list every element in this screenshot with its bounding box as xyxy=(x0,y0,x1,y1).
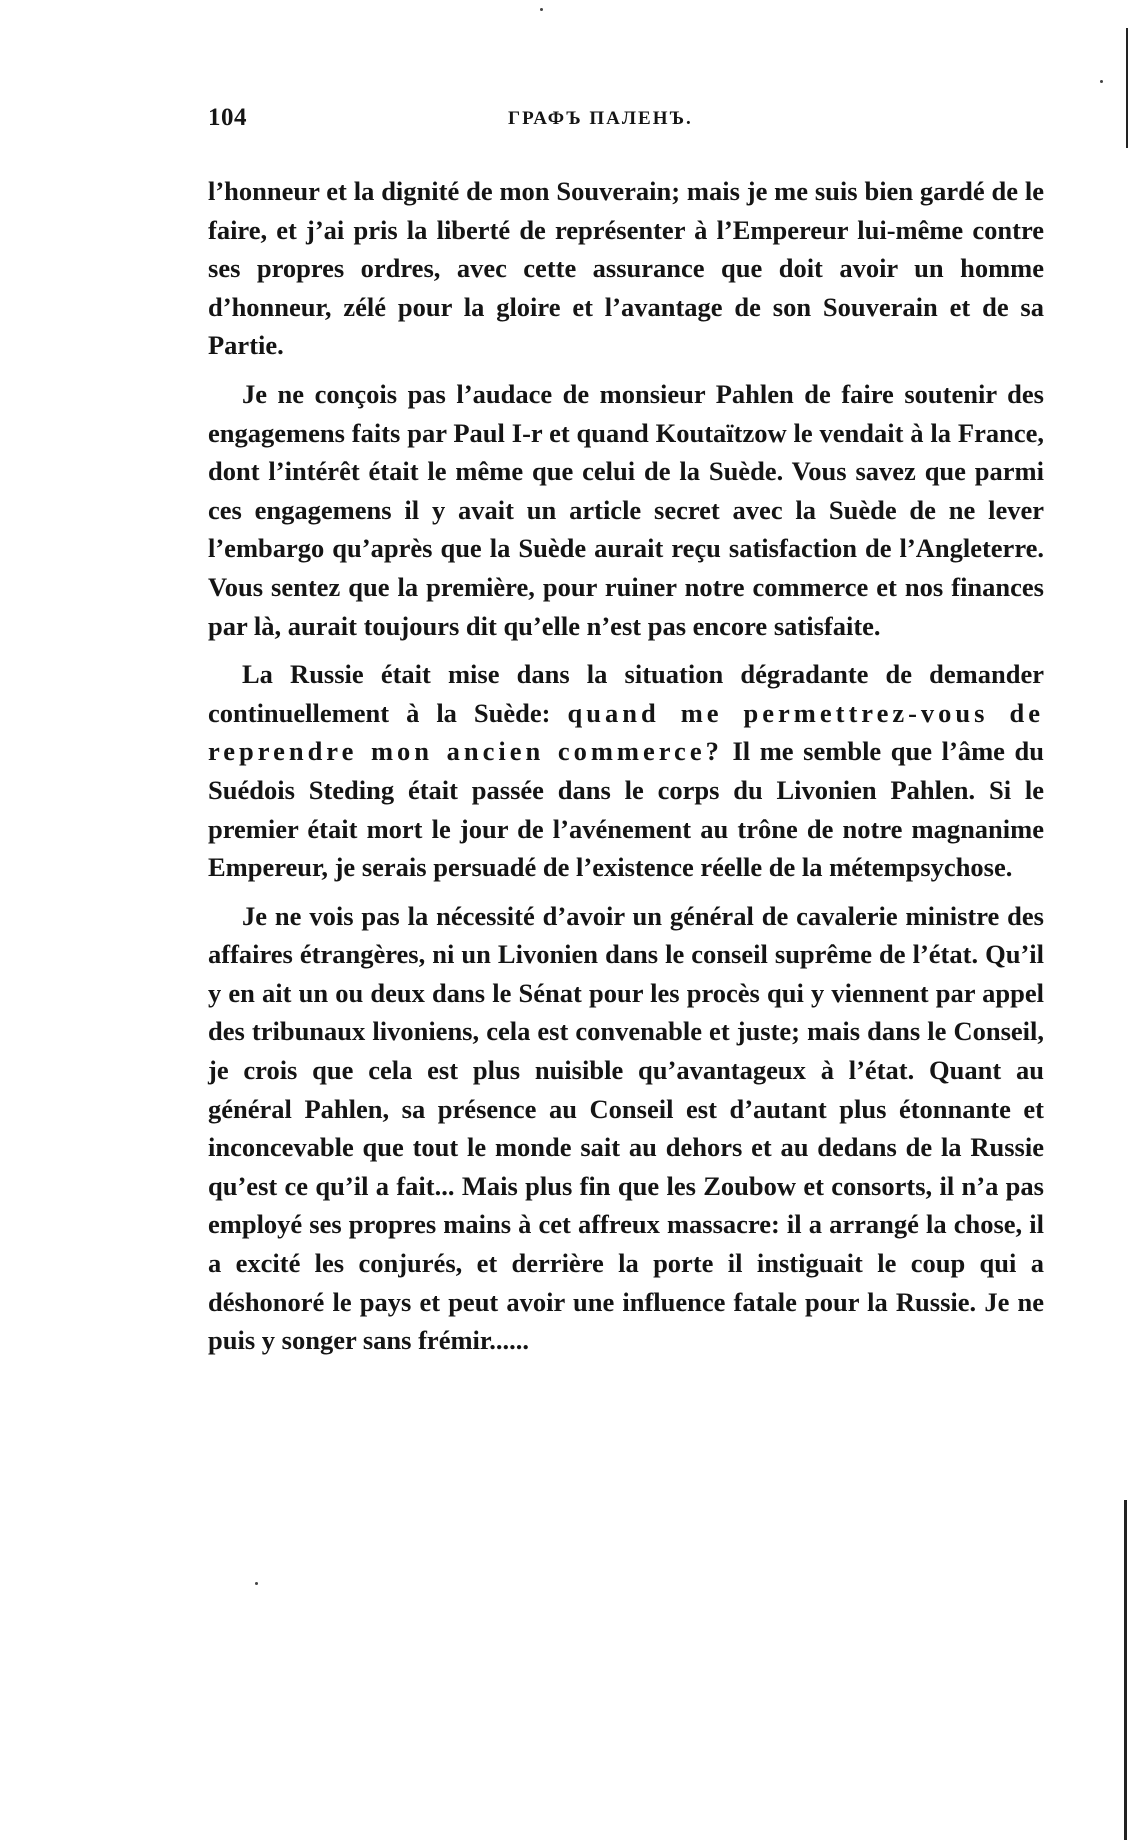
scan-speck xyxy=(540,8,543,11)
page-number: 104 xyxy=(208,104,247,131)
running-title: ГРАФЪ ПАЛЕНЪ. xyxy=(508,108,693,129)
scan-edge-line-top xyxy=(1126,28,1128,148)
paragraph-1: l’honneur et la dignité de mon Souverain; mais je me suis bien gardé de le faire, et j’ai pris la liberté de représenter à l’Empereur lui-même contre ses propres ordres, avec cette assurance que doit avoir un homme d’honneur, zélé pour la gloire et l’avantage de son Souverain et de sa Partie. xyxy=(208,176,1044,361)
paragraph-3 xyxy=(208,655,1044,887)
scan-speck xyxy=(1100,80,1103,83)
page-header xyxy=(208,104,1046,138)
body-text xyxy=(208,172,1044,1370)
scan-speck xyxy=(255,1582,258,1585)
paragraph-3-start: La Russie était mise dans la situation dégradante de demander continuellement à la Suède: xyxy=(208,659,1044,728)
paragraph-3-end: Il me semble que l’âme du Suédois Steding était passée dans le corps du Livonien Pahlen. Si le premier était mort le jour de l’avénement au trône de notre magnanime Empereur, je serais persuadé de l’existence réelle de la métempsychose. xyxy=(208,736,1045,883)
spaced-quotation: quand me permettrez-vous de reprendre mon ancien commerce? xyxy=(208,697,1044,767)
paragraph-2: Je ne conçois pas l’audace de monsieur Pahlen de faire soutenir des engagemens faits par Paul I-r et quand Koutaïtzow le vendait à la France, dont l’intérêt était le même que celui de la Suède. Vous savez que parmi ces engagemens il y avait un article secret avec la Suède de ne lever l’embargo qu’après que la Suède aurait reçu satisfaction de l’Angleterre. Vous sentez que la première, pour ruiner notre commerce et nos finances par là, aurait toujours dit qu’elle n’est pas encore satisfaite. xyxy=(208,378,1044,641)
paragraph-4: Je ne vois pas la nécessité d’avoir un général de cavalerie ministre des affaires étrangères, ni un Livonien dans le conseil suprême de l’état. Qu’il y en ait un ou deux dans le Sénat pour les procès qui y viennent par appel des tribunaux livoniens, cela est convenable et juste; mais dans le Conseil, je crois que cela est plus nuisible qu’avantageux à l’état. Quant au général Pahlen, sa présence au Conseil est d’autant plus étonnante et inconcevable que tout le monde sait au dehors et au dedans de la Russie qu’est ce qu’il a fait... Mais plus fin que les Zoubow et consorts, il n’a pas employé ses propres mains à cet affreux massacre: il a arrangé la chose, il a excité les conjurés, et derrière la porte il instiguait le coup qui a déshonoré le pays et peut avoir une influence fatale pour la Russie. Je ne puis y songer sans frémir...... xyxy=(208,900,1044,1356)
scan-edge-line-bottom xyxy=(1124,1500,1127,1840)
